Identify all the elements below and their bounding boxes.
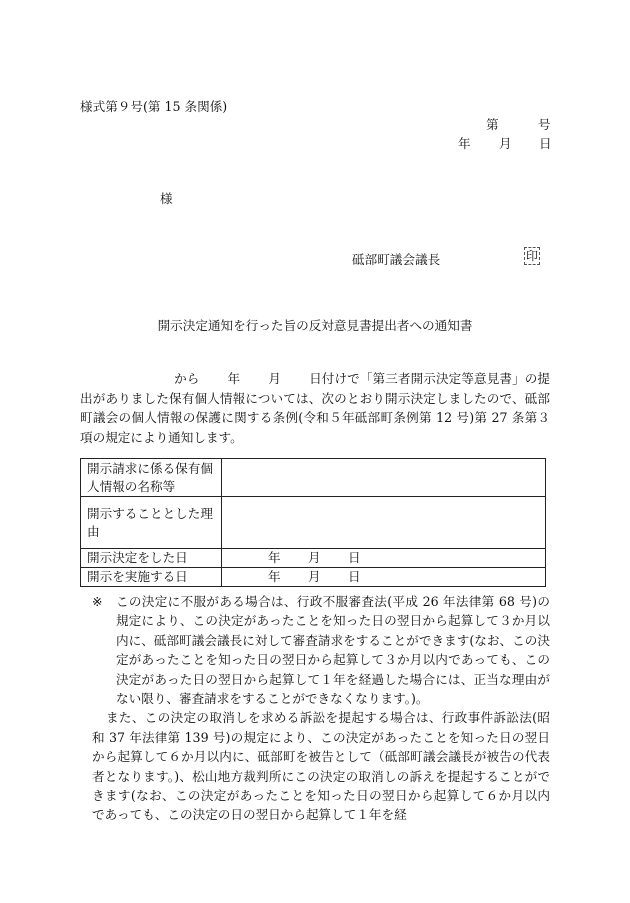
intro-rest: 出がありました保有個人情報については、次のとおり開示決定しましたので、砥部町議会の個人情報の保護に関する条例(令和５年砥部町条例第 12 号)第 27 条第３項の規定により通知します。	[80, 390, 550, 445]
intro-from: から	[174, 371, 200, 386]
intro-day-text: 日付けで「第三者開示決定等意見書」の提	[309, 371, 551, 386]
note-lawsuit: また、この決定の取消しを求める訴訟を提起する場合は、行政事件訴訟法(昭和 37 年法律第 139 号)の規定により、この決定があったことを知った日の翌日から起算して６か月以内に、砥部町を被告として（砥部町議会議長が被告の代表者となります。)、松山地方裁判所にこの決定の取消しの訴えを提起することができます(なお、この決定があったことを知った日の翌日から起算して６か月以内であっても、この決定の日の翌日から起算して１年を経	[92, 710, 550, 823]
date-year: 年	[458, 136, 471, 151]
form-number-label: 様式第９号(第 15 条関係)	[80, 99, 228, 114]
table-row	[81, 459, 546, 497]
row-value	[222, 459, 546, 497]
notes-section	[80, 592, 550, 825]
document-number	[380, 114, 550, 130]
row-label: 開示を実施する日	[81, 568, 222, 587]
number-prefix: 第	[486, 117, 499, 132]
disclosure-info-table	[80, 458, 546, 587]
addressee: 様	[160, 191, 173, 206]
sender-title: 砥部町議会議長	[352, 252, 441, 267]
row-date-value	[222, 568, 546, 587]
row-month: 月	[308, 569, 321, 584]
row-day: 日	[348, 569, 361, 584]
table-row	[81, 568, 546, 587]
row-month: 月	[308, 550, 321, 565]
date-month: 月	[499, 136, 512, 151]
document-title: 開示決定通知を行った旨の反対意見書提出者への通知書	[157, 318, 473, 333]
table-row	[81, 497, 546, 549]
row-day: 日	[348, 550, 361, 565]
intro-paragraph	[80, 369, 550, 447]
note-appeal	[80, 592, 550, 708]
row-value	[222, 497, 546, 549]
date-day: 日	[539, 136, 552, 151]
row-label: 開示請求に係る保有個人情報の名称等	[81, 459, 222, 497]
row-label: 開示決定をした日	[81, 549, 222, 568]
row-date-value	[222, 549, 546, 568]
note-appeal-text: この決定に不服がある場合は、行政不服審査法(平成 26 年法律第 68 号)の規定により、この決定があったことを知った日の翌日から起算して３か月以内に、砥部町議会議長に対して審査請求をすることができます(なお、この決定があったことを知った日の翌日から起算して３か月以内であっても、この決定があった日の翌日から起算して１年を経過した場合には、正当な理由がない限り、審査請求をすることができなくなります。)。	[116, 594, 550, 707]
table-row	[81, 549, 546, 568]
number-suffix: 号	[538, 117, 551, 132]
intro-month: 月	[268, 371, 282, 386]
row-year: 年	[268, 550, 281, 565]
seal-stamp: 印	[525, 249, 538, 263]
note-mark: ※	[92, 594, 103, 609]
row-label: 開示することとした理由	[81, 497, 222, 549]
document-date	[380, 133, 550, 149]
intro-year: 年	[227, 371, 241, 386]
row-year: 年	[268, 569, 281, 584]
